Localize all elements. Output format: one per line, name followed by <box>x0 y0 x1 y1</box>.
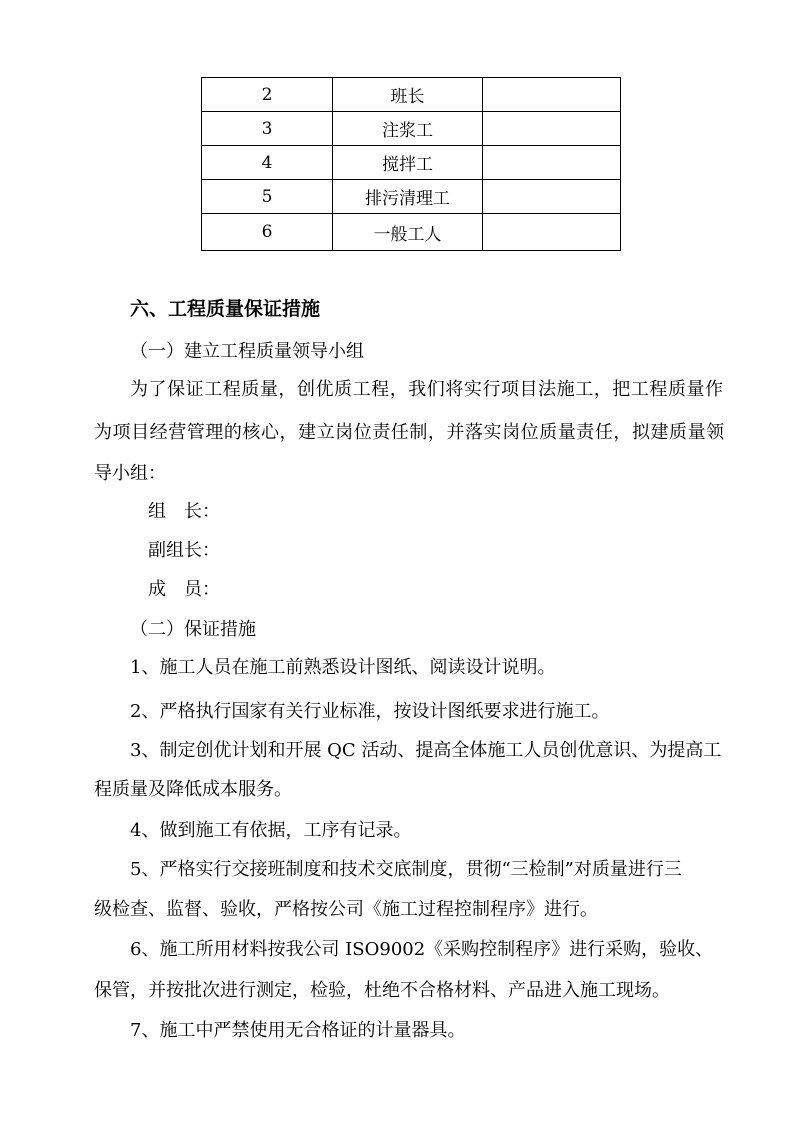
row-number: 4 <box>202 146 333 180</box>
measure-item-5-continued: 级检查、监督、验收，严格按公司《施工过程控制程序》进行。 <box>94 899 598 920</box>
paragraph-line: 为项目经营管理的核心，建立岗位责任制，并落实岗位质量责任，拟建质量领 <box>94 422 725 443</box>
row-number: 3 <box>202 112 333 146</box>
member-member: 成 员： <box>148 579 220 600</box>
measure-item-3: 3、制定创优计划和开展 QC 活动、提高全体施工人员创优意识、为提高工 <box>130 740 722 761</box>
measure-item-4: 4、做到施工有依据，工序有记录。 <box>130 820 412 841</box>
row-role: 注浆工 <box>333 112 483 146</box>
row-note <box>483 78 621 112</box>
row-role: 班长 <box>333 78 483 112</box>
measure-item-5: 5、严格实行交接班制度和技术交底制度，贯彻“三检制”对质量进行三 <box>130 859 682 880</box>
table-row <box>202 78 621 112</box>
row-number: 6 <box>202 214 333 251</box>
staff-table <box>201 77 621 251</box>
table-row <box>202 112 621 146</box>
member-leader: 组 长： <box>148 501 220 522</box>
measure-item-6: 6、施工所用材料按我公司 ISO9002《采购控制程序》进行采购，验收、 <box>130 939 714 960</box>
row-note <box>483 146 621 180</box>
table-row <box>202 214 621 251</box>
subsection-title-measures: （二）保证措施 <box>130 619 256 640</box>
member-deputy: 副组长： <box>148 540 220 561</box>
measure-item-6-continued: 保管，并按批次进行测定，检验，杜绝不合格材料、产品进入施工现场。 <box>94 980 670 1001</box>
row-role: 排污清理工 <box>333 180 483 214</box>
measure-item-3-continued: 程质量及降低成本服务。 <box>94 779 292 800</box>
subsection-title-leadership: （一）建立工程质量领导小组 <box>130 341 364 362</box>
row-number: 2 <box>202 78 333 112</box>
row-note <box>483 214 621 251</box>
table-row <box>202 146 621 180</box>
section-title: 六、工程质量保证措施 <box>130 298 321 320</box>
paragraph-line: 为了保证工程质量，创优质工程，我们将实行项目法施工，把工程质量作 <box>130 379 724 400</box>
row-note <box>483 180 621 214</box>
row-note <box>483 112 621 146</box>
measure-item-1: 1、施工人员在施工前熟悉设计图纸、阅读设计说明。 <box>130 657 556 678</box>
row-role: 搅拌工 <box>333 146 483 180</box>
measure-item-7: 7、施工中严禁使用无合格证的计量器具。 <box>130 1020 466 1041</box>
paragraph-line: 导小组： <box>94 463 166 484</box>
table-row <box>202 180 621 214</box>
row-role: 一般工人 <box>333 214 483 251</box>
measure-item-2: 2、严格执行国家有关行业标准，按设计图纸要求进行施工。 <box>130 701 610 722</box>
row-number: 5 <box>202 180 333 214</box>
